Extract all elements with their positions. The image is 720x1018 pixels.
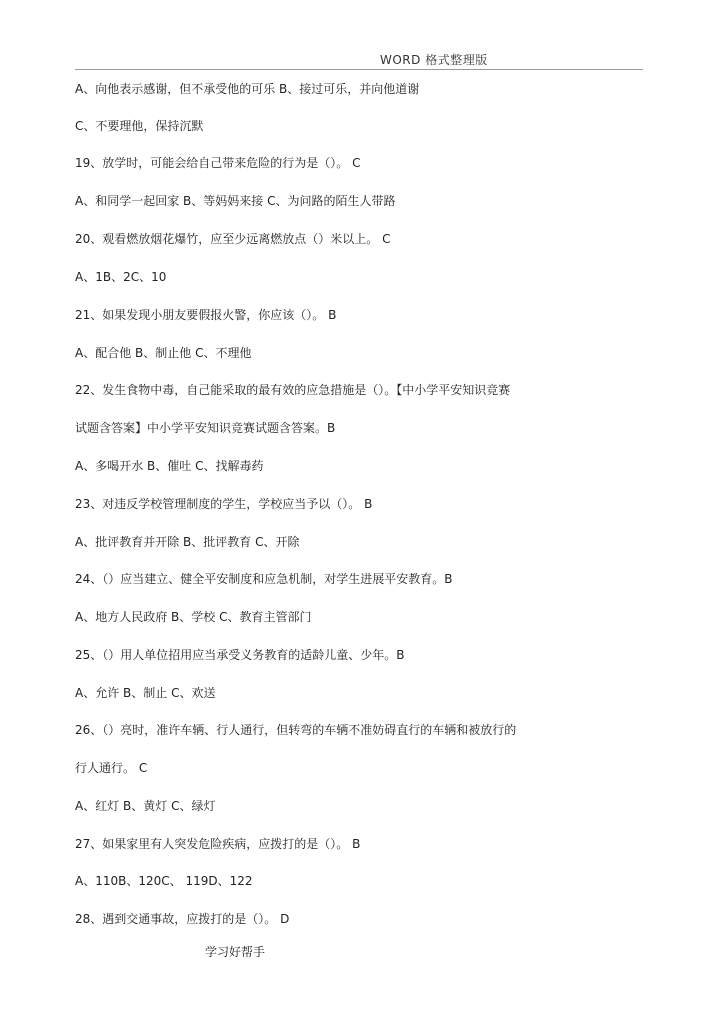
text-line: 27、如果家里有人突发危险疾病，应拨打的是（）。 B (75, 837, 361, 851)
page-header-title: WORD 格式整理版 (380, 53, 488, 67)
text-line: A、红灯 B、黄灯 C、绿灯 (75, 799, 216, 813)
text-line: 行人通行。 C (75, 761, 148, 775)
text-line: 23、对违反学校管理制度的学生，学校应当予以（）。 B (75, 497, 373, 511)
text-line: 试题含答案】中小学平安知识竞赛试题含答案。B (75, 421, 336, 435)
text-line: 25、（）用人单位招用应当承受义务教育的适龄儿童、少年。B (75, 648, 405, 662)
text-line: 24、（）应当建立、健全平安制度和应急机制，对学生进展平安教育。B (75, 572, 453, 586)
text-line: C、不要理他，保持沉默 (75, 119, 204, 133)
text-line: A、1B、2C、10 (75, 270, 167, 284)
text-line: A、和同学一起回家 B、等妈妈来接 C、为问路的陌生人带路 (75, 194, 396, 208)
text-line: 20、观看燃放烟花爆竹，应至少远离燃放点（）米以上。 C (75, 232, 391, 246)
text-line: 19、放学时，可能会给自己带来危险的行为是（）。 C (75, 156, 361, 170)
text-line: 22、发生食物中毒，自己能采取的最有效的应急措施是（）。【中小学平安知识竞赛 (75, 383, 511, 397)
page-footer: 学习好帮手 (205, 945, 266, 959)
text-line: A、批评教育并开除 B、批评教育 C、开除 (75, 535, 300, 549)
text-line: A、地方人民政府 B、学校 C、教育主管部门 (75, 610, 312, 624)
text-line: 28、遇到交通事故，应拨打的是（）。 D (75, 912, 290, 926)
text-line: A、多喝开水 B、催吐 C、找解毒药 (75, 459, 264, 473)
text-line: A、配合他 B、制止他 C、不理他 (75, 346, 252, 360)
header-divider (75, 69, 643, 70)
text-line: A、允许 B、制止 C、欢送 (75, 686, 216, 700)
text-line: A、向他表示感谢，但不承受他的可乐 B、接过可乐，并向他道谢 (75, 82, 420, 96)
text-line: A、110B、120C、 119D、122 (75, 874, 253, 888)
text-line: 21、如果发现小朋友要假报火警，你应该（）。 B (75, 308, 337, 322)
text-line: 26、（）亮时，准许车辆、行人通行，但转弯的车辆不准妨碍直行的车辆和被放行的 (75, 723, 517, 737)
